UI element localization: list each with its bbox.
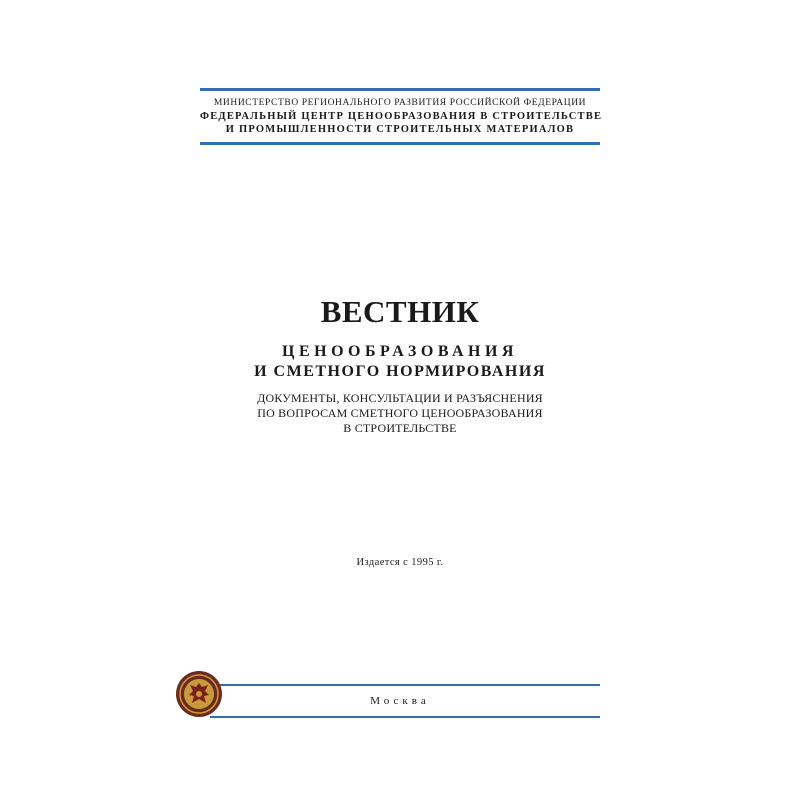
subtitle-line2: И СМЕТНОГО НОРМИРОВАНИЯ [254,363,546,380]
description-line2: ПО ВОПРОСАМ СМЕТНОГО ЦЕНООБРАЗОВАНИЯ [257,406,543,420]
page-title: ВЕСТНИК [320,294,480,329]
published-since: Издается с 1995 г. [356,557,444,568]
ministry-emblem-icon [175,670,223,718]
subtitle-line1: ЦЕНООБРАЗОВАНИЯ [282,343,518,360]
footer-top-rule [210,684,600,686]
city-name: Москва [370,695,430,707]
header-bottom-rule [200,142,600,145]
footer-bottom-rule [210,716,600,718]
description-line3: В СТРОИТЕЛЬСТВЕ [343,421,457,435]
ministry-name: МИНИСТЕРСТВО РЕГИОНАЛЬНОГО РАЗВИТИЯ РОССИЙСКОЙ ФЕДЕРАЦИИ [213,98,587,108]
description-line1: ДОКУМЕНТЫ, КОНСУЛЬТАЦИИ И РАЗЪЯСНЕНИЯ [257,391,543,405]
center-name-line2: И ПРОМЫШЛЕННОСТИ СТРОИТЕЛЬНЫХ МАТЕРИАЛОВ [225,124,575,135]
header-top-rule [200,88,600,91]
center-name-line1: ФЕДЕРАЛЬНЫЙ ЦЕНТР ЦЕНООБРАЗОВАНИЯ В СТРОИТЕЛЬСТВЕ [200,111,603,122]
